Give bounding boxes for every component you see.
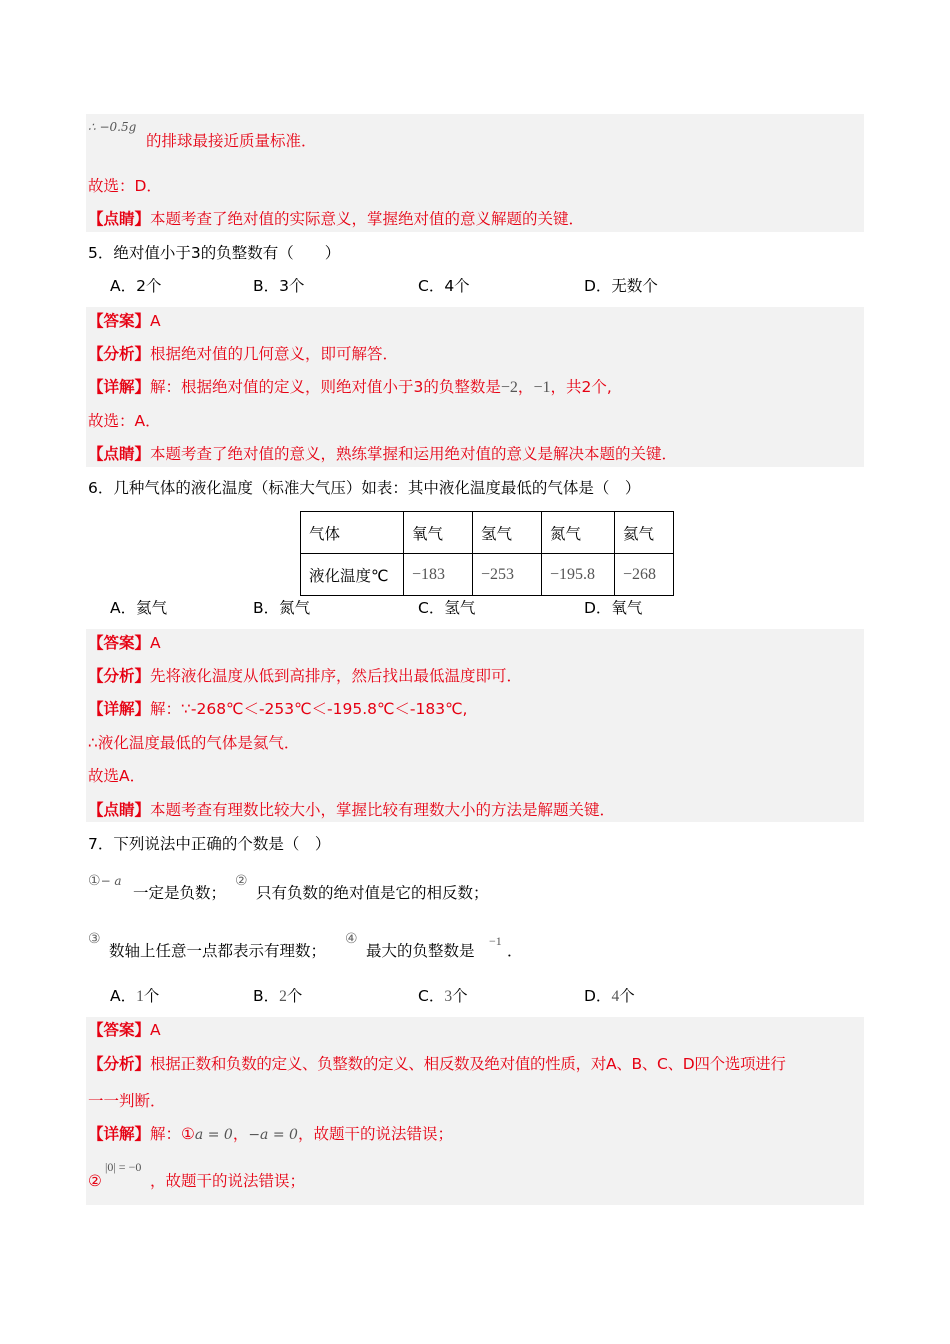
comment-text: 本题考查有理数比较大小，掌握比较有理数大小的方法是解题关键． [150, 801, 616, 819]
math-expr: ∴ −0.5g [88, 120, 137, 134]
q7-option-b [253, 986, 302, 1007]
analysis-tag: 【分析】 [88, 345, 151, 363]
q7-option-d [584, 986, 635, 1007]
q6-option-d: D．氧气 [584, 599, 643, 617]
circled-number: ① [88, 873, 101, 889]
answer-tag: 【答案】 [88, 1021, 151, 1039]
q7-statement-4-text [366, 941, 475, 961]
q4-comment [88, 209, 584, 229]
q7-analysis [88, 1054, 786, 1074]
q7-detail-2 [88, 1171, 102, 1191]
detail-tag: 【详解】 [88, 378, 151, 396]
analysis-tag: 【分析】 [88, 667, 151, 685]
circled-number: ② [235, 873, 248, 889]
q7-statement-4 [345, 928, 358, 949]
q7-statement-3-text: 数轴上任意一点都表示有理数； [109, 942, 327, 960]
q4-choose: 故选：D． [88, 177, 162, 195]
table-cell: −183 [404, 554, 473, 596]
math-expr: −a = 0 [248, 1127, 298, 1143]
math-expr: |0| = −0 [105, 1160, 142, 1174]
option-number: 1 [136, 988, 144, 1005]
q6-detail2: ∴液化温度最低的气体是氦气． [88, 734, 300, 752]
answer-value: A [150, 312, 161, 330]
table-cell: 氢气 [473, 512, 542, 554]
q4-line1 [88, 118, 136, 139]
q5-stem: 5．绝对值小于3的负整数有（ ） [88, 244, 341, 262]
q7-statement-4-end: ． [507, 942, 523, 960]
detail-text: 解：根据绝对值的定义，则绝对值小于3的负整数是 [150, 378, 501, 396]
detail-tag: 【详解】 [88, 1125, 151, 1143]
table-cell: 氧气 [404, 512, 473, 554]
option-label: D． [584, 987, 612, 1005]
table-cell: 氮气 [542, 512, 615, 554]
q7-detail [88, 1124, 453, 1145]
q6-option-b: B．氮气 [253, 599, 311, 617]
answer-tag: 【答案】 [88, 312, 151, 330]
detail-text-end: ，共2个, [550, 378, 612, 396]
analysis-text: 先将液化温度从低到高排序，然后找出最低温度即可． [150, 667, 523, 685]
option-number: 4 [611, 988, 620, 1005]
comment-text: 本题考查了绝对值的实际意义，掌握绝对值的意义解题的关键． [150, 210, 585, 228]
option-unit: 个 [286, 987, 303, 1005]
q7-detail-2-math [105, 1156, 141, 1177]
q6-analysis [88, 666, 522, 686]
q4-line1-text: 的排球最接近质量标准． [146, 132, 317, 150]
circled-number: ③ [88, 931, 101, 947]
q7-stem: 7．下列说法中正确的个数是（ ） [88, 835, 331, 853]
detail-text: 解：∵-268℃＜-253℃＜-195.8℃＜-183℃, [150, 700, 468, 718]
q5-analysis [88, 344, 398, 364]
circled-number: ② [88, 1172, 102, 1190]
q5-answer [88, 311, 161, 331]
q6-stem: 6．几种气体的液化温度（标准大气压）如表：其中液化温度最低的气体是（ ） [88, 479, 641, 497]
math-expr: a = 0 [194, 1127, 233, 1143]
table-cell: 氦气 [615, 512, 674, 554]
detail-text-end: ，故题干的说法错误； [297, 1125, 453, 1143]
q7-statement-4-math [489, 930, 502, 951]
math-expr: − a [100, 874, 122, 888]
q7-answer [88, 1020, 161, 1040]
q6-option-a: A．氦气 [110, 599, 168, 617]
gas-table [300, 511, 674, 596]
table-cell: −268 [615, 554, 674, 596]
analysis-text: 根据绝对值的几何意义，即可解答． [150, 345, 399, 363]
q5-detail [88, 377, 612, 398]
option-number: 2 [279, 988, 287, 1005]
detail-sep: ， [232, 1125, 249, 1143]
q7-statement-1 [88, 870, 122, 891]
q7-detail-2-text: ，故题干的说法错误； [150, 1172, 306, 1190]
q5-option-d: D．无数个 [584, 277, 658, 295]
table-cell: 气体 [301, 512, 404, 554]
comment-text: 本题考查了绝对值的意义，熟练掌握和运用绝对值的意义是解决本题的关键． [150, 445, 678, 463]
q7-option-c [418, 986, 468, 1007]
comment-tag: 【点睛】 [88, 801, 151, 819]
q7-statement-3 [88, 928, 101, 949]
option-label: A． [110, 987, 137, 1005]
math-expr: −2 [500, 379, 518, 396]
table-cell: −253 [473, 554, 542, 596]
option-number: 3 [444, 988, 453, 1005]
table-row [301, 512, 674, 554]
table-row [301, 554, 674, 596]
q6-option-c: C．氢气 [418, 599, 476, 617]
q5-option-c: C．4个 [418, 277, 470, 295]
option-unit: 个 [143, 987, 160, 1005]
table-cell: −195.8 [542, 554, 615, 596]
answer-value: A [150, 634, 161, 652]
q6-answer [88, 633, 161, 653]
detail-sep: ， [517, 378, 534, 396]
q5-option-a: A．2个 [110, 277, 162, 295]
option-label: B． [253, 987, 280, 1005]
analysis-tag: 【分析】 [88, 1055, 151, 1073]
option-unit: 个 [452, 987, 468, 1005]
math-expr: −1 [533, 379, 551, 396]
comment-tag: 【点睛】 [88, 445, 151, 463]
circled-number: ④ [345, 931, 358, 947]
q7-statement-2-text: 只有负数的绝对值是它的相反数； [256, 884, 489, 902]
q6-detail [88, 699, 467, 719]
answer-tag: 【答案】 [88, 634, 151, 652]
q6-choose: 故选A． [88, 767, 146, 785]
table-cell: 液化温度℃ [301, 554, 404, 596]
detail-tag: 【详解】 [88, 700, 151, 718]
q5-choose: 故选：A． [88, 412, 161, 430]
q7-statement-2 [235, 870, 248, 891]
option-unit: 个 [619, 987, 635, 1005]
math-expr: −1 [489, 934, 502, 948]
comment-tag: 【点睛】 [88, 210, 151, 228]
q7-option-a [110, 986, 159, 1007]
analysis-text: 根据正数和负数的定义、负整数的定义、相反数及绝对值的性质，对A、B、C、D四个选项进行 [150, 1055, 786, 1073]
solution-box-q6 [86, 629, 864, 822]
option-label: C． [418, 987, 445, 1005]
answer-value: A [150, 1021, 161, 1039]
q5-option-b: B．3个 [253, 277, 305, 295]
q6-comment [88, 800, 615, 820]
q7-analysis-2: 一一判断． [88, 1092, 166, 1110]
statement-text: 最大的负整数是 [366, 942, 475, 960]
q5-comment [88, 444, 677, 464]
q7-statement-1-text: 一定是负数； [133, 884, 227, 902]
detail-text: 解：① [150, 1125, 195, 1143]
